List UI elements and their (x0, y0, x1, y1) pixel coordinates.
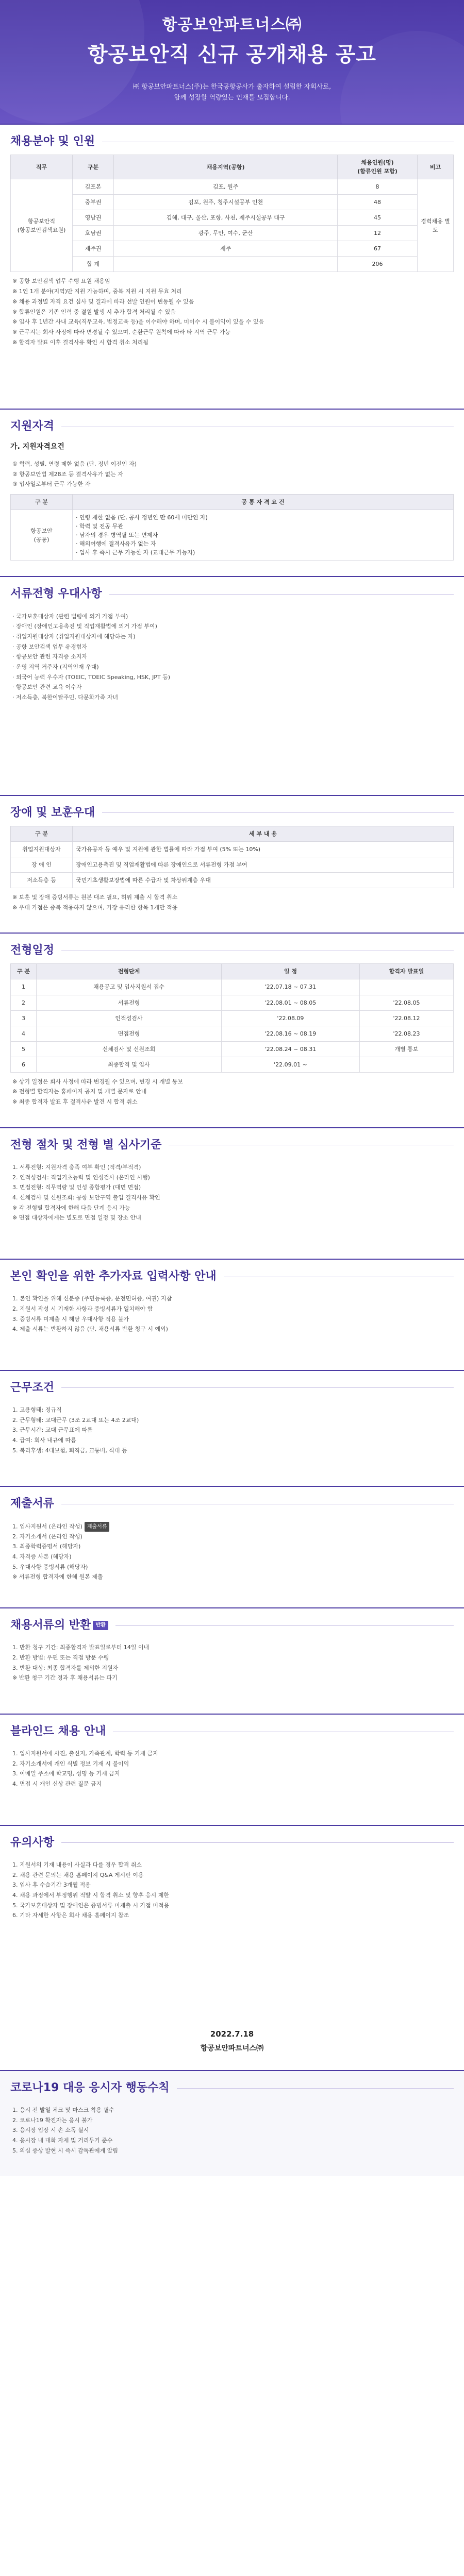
company-name: 항공보안파트너스㈜ (162, 16, 302, 34)
note-line: ※ 합류인원은 기존 인력 중 결원 발생 시 추가 합격 처리될 수 있음 (12, 308, 176, 315)
note-line: ※ 면접 대상자에게는 별도로 면접 일정 및 장소 안내 (12, 1214, 141, 1222)
table-header: 채용지역(공항) (114, 155, 338, 179)
schedule-result: 개별 통보 (359, 1041, 453, 1057)
schedule-table (10, 963, 454, 1072)
disabled-section (0, 826, 464, 918)
process-section (0, 1158, 464, 1228)
qualify-notes (10, 455, 454, 494)
table-row (11, 179, 454, 195)
decor-circle (0, 0, 144, 124)
submit-notes (10, 1517, 454, 1587)
schedule-date: '22.07.18 ~ 07.31 (221, 979, 359, 995)
area-cell (114, 257, 338, 272)
note-line: ※ 1인 1개 분야(지역)만 지원 가능하며, 중복 지원 시 지원 무효 처리 (12, 288, 182, 295)
note-line: 1. 서류전형: 지원자격 충족 여부 확인 (적격/부적격) (12, 1163, 141, 1171)
hero-banner (0, 0, 464, 124)
job-cell: 항공보안직 (항공보안검색요원) (11, 179, 73, 272)
qualify-item: · 남자의 경우 병역필 또는 면제자 (76, 532, 158, 539)
table-row (11, 1010, 454, 1026)
note-line: 3. 근무시간: 교대 근무표에 따름 (12, 1427, 93, 1434)
note-line: 1. 고용형태: 정규직 (12, 1406, 62, 1413)
schedule-step: 채용공고 및 입사지원서 접수 (37, 979, 222, 995)
table-row (11, 1026, 454, 1041)
table-header: 구 분 (11, 826, 73, 841)
covid-notes (10, 2101, 454, 2160)
note-line: 1. 반환 청구 기간: 최종합격자 발표일로부터 14일 이내 (12, 1644, 150, 1651)
area-cell: 김포, 원주, 청주시설공부 인천 (114, 195, 338, 210)
schedule-section (0, 963, 464, 1111)
return-notes (10, 1638, 454, 1688)
qualify-item: · 연령 제한 없음 (단, 공사 정년인 만 60세 미만인 자) (76, 514, 208, 521)
schedule-result (359, 1057, 453, 1072)
note-line: 6. 기타 자세한 사항은 회사 채용 홈페이지 참조 (12, 1912, 129, 1919)
note-line: ※ 최종 합격자 발표 후 결격사유 발견 시 합격 취소 (12, 1098, 138, 1106)
cat-cell: 영남권 (73, 210, 114, 226)
note-line: 2. 인적성검사: 직업기초능력 및 인성검사 (온라인 시행) (12, 1174, 150, 1181)
table-header: 구 분 (11, 964, 37, 979)
qualify-table (10, 494, 454, 561)
work-section (0, 1401, 464, 1460)
blind-notes (10, 1744, 454, 1794)
area-cell: 김포, 원주 (114, 179, 338, 195)
note-line: 5. 국가보훈대상자 및 장애인은 증빙서류 미제출 시 가점 미적용 (12, 1902, 170, 1909)
qualify-item: · 학력 및 전공 무관 (76, 523, 123, 530)
recruit-table (10, 155, 454, 272)
covid-section (0, 2070, 464, 2176)
note-line: ※ 반환 청구 기간 경과 후 채용서류는 파기 (12, 1674, 118, 1682)
cat-cell: 중부권 (73, 195, 114, 210)
schedule-date: '22.09.01 ~ (221, 1057, 359, 1072)
note-line: · 취업지원대상자 (취업지원대상자에 해당하는 자) (12, 633, 136, 640)
note-line: · 공항 보안검색 업무 유경험자 (12, 643, 87, 650)
schedule-no: 5 (11, 1041, 37, 1057)
disabled-desc: 국가유공자 등 예우 및 지원에 관한 법률에 따라 가점 부여 (5% 또는 10%) (73, 841, 454, 857)
submit-tag: 제출서류 (85, 1522, 110, 1532)
count-cell: 67 (338, 241, 418, 257)
note-line: 3. 증빙서류 미제출 시 해당 우대사항 적용 불가 (12, 1315, 129, 1323)
section-work-title: 근무조건 (0, 1370, 464, 1401)
disabled-notes (10, 888, 454, 917)
note-line: · 운영 지역 거주자 (지역인재 우대) (12, 663, 99, 670)
count-cell: 45 (338, 210, 418, 226)
count-cell: 12 (338, 226, 418, 241)
iddoc-notes (10, 1290, 454, 1339)
note-line: 1. 본인 확인을 위해 신분증 (주민등록증, 운전면허증, 여권) 지참 (12, 1295, 172, 1302)
note-line: · 장애인 (장애인고용촉진 및 직업재활법에 의거 가점 부여) (12, 623, 157, 630)
note-line: 2. 자기소개서에 개인 식별 정보 기재 시 불이익 (12, 1760, 129, 1767)
note-line: ※ 보훈 및 장애 증빙서류는 원본 대조 필요, 허위 제출 시 합격 취소 (12, 893, 178, 901)
schedule-no: 6 (11, 1057, 37, 1072)
area-cell: 광주, 무안, 여수, 군산 (114, 226, 338, 241)
schedule-no: 2 (11, 995, 37, 1010)
schedule-date: '22.08.09 (221, 1010, 359, 1026)
note-line: 2. 자기소개서 (온라인 작성) (12, 1533, 82, 1540)
qualify-section (0, 442, 464, 561)
disabled-desc: 장애인고용촉진 및 직업재활법에 따른 장애인으로 서류전형 가점 부여 (73, 857, 454, 872)
schedule-no: 4 (11, 1026, 37, 1041)
note-line: 5. 복리후생: 4대보험, 퇴직금, 교통비, 식대 등 (12, 1447, 127, 1454)
table-row (11, 241, 454, 257)
section-disabled-title: 장애 및 보훈우대 (0, 795, 464, 826)
hero-sub-line: 함께 성장할 역량있는 인재를 모집합니다. (174, 93, 290, 101)
note-line: ※ 서류전형 합격자에 한해 원본 제출 (12, 1573, 103, 1581)
table-row (11, 257, 454, 272)
return-tag: 반환 (93, 1621, 108, 1630)
note-line: ※ 채용 과정별 자격 요건 심사 및 결과에 따라 선발 인원이 변동될 수 있음 (12, 298, 194, 305)
note-line: 4. 면접 시 개인 신상 관련 질문 금지 (12, 1781, 102, 1788)
note-line: 3. 이메일 주소에 학교명, 성명 등 기재 금지 (12, 1770, 120, 1777)
table-row (11, 226, 454, 241)
disabled-table (10, 826, 454, 888)
note-line: 1. 응시 전 발열 체크 및 마스크 착용 필수 (12, 2107, 114, 2114)
area-cell: 제주 (114, 241, 338, 257)
note-line: 2. 반환 방법: 우편 또는 직접 방문 수령 (12, 1654, 109, 1661)
return-section (0, 1638, 464, 1688)
note-line: 1. 입사지원서에 사진, 출신지, 가족관계, 학력 등 기재 금지 (12, 1750, 158, 1757)
section-prefer-title: 서류전형 우대사항 (0, 576, 464, 607)
table-row (11, 857, 454, 872)
count-cell: 8 (338, 179, 418, 195)
note-line: 3. 응시장 입장 시 손 소독 실시 (12, 2127, 89, 2134)
table-header: 일 정 (221, 964, 359, 979)
table-row (11, 510, 454, 561)
note-line: 2. 근무형태: 교대근무 (3조 2교대 또는 4조 2교대) (12, 1416, 139, 1423)
work-notes (10, 1401, 454, 1460)
note-line: · 저소득층, 북한이탈주민, 다문화가족 자녀 (12, 694, 119, 701)
recruit-section (0, 155, 464, 352)
section-iddoc-title: 본인 확인을 위한 추가자료 입력사항 안내 (0, 1259, 464, 1290)
schedule-result: '22.08.12 (359, 1010, 453, 1026)
table-header: 채용인원(명) (합류인원 포함) (338, 155, 418, 179)
announcement-date: 2022.7.18 (210, 2029, 254, 2039)
schedule-date: '22.08.24 ~ 08.31 (221, 1041, 359, 1057)
qualify-item: · 입사 후 즉시 근무 가능한 자 (교대근무 가능자) (76, 549, 195, 556)
cat-cell: 제주권 (73, 241, 114, 257)
table-header: 구 분 (11, 495, 73, 510)
table-row (11, 841, 454, 857)
note-line: ※ 근무지는 회사 사정에 따라 변경될 수 있으며, 순환근무 원칙에 따라 타 지역 근무 가능 (12, 328, 230, 335)
note-line: ※ 상기 일정은 회사 사정에 따라 변경될 수 있으며, 변경 시 개별 통보 (12, 1078, 183, 1085)
note-line: 1. 지원서의 기재 내용이 사실과 다를 경우 합격 취소 (12, 1861, 142, 1868)
note-line: · 외국어 능력 우수자 (TOEIC, TOEIC Speaking, HSK, JPT 등) (12, 673, 171, 681)
schedule-result (359, 979, 453, 995)
submit-section (0, 1517, 464, 1587)
note-line: ※ 각 전형별 합격자에 한해 다음 단계 응시 가능 (12, 1204, 130, 1211)
table-header: 전형단계 (37, 964, 222, 979)
prefer-section (0, 607, 464, 707)
note-line: 1. 입사지원서 (온라인 작성) 제출서류 (12, 1522, 452, 1532)
recruit-notes (10, 272, 454, 352)
table-header: 직무 (11, 155, 73, 179)
qualify-items (73, 510, 454, 561)
qualify-item: · 해외여행에 결격사유가 없는 자 (76, 540, 156, 548)
note-line: 2. 채용 관련 문의는 채용 홈페이지 Q&A 게시판 이용 (12, 1871, 144, 1878)
section-caution-title: 유의사항 (0, 1825, 464, 1856)
count-cell: 206 (338, 257, 418, 272)
note-line: ※ 우대 가점은 중복 적용하지 않으며, 가장 유리한 항목 1개만 적용 (12, 904, 178, 911)
schedule-result: '22.08.23 (359, 1026, 453, 1041)
schedule-date: '22.08.01 ~ 08.05 (221, 995, 359, 1010)
table-row (11, 979, 454, 995)
note-cell: 경력채용 별도 (418, 179, 454, 272)
schedule-step: 면접전형 (37, 1026, 222, 1041)
note-line: ③ 입사일로부터 근무 가능한 자 (12, 481, 91, 488)
prefer-notes (10, 607, 454, 707)
schedule-notes (10, 1073, 454, 1112)
qualify-subtitle: 가. 지원자격요건 (10, 443, 64, 451)
cat-cell: 김포본 (73, 179, 114, 195)
schedule-date: '22.08.16 ~ 08.19 (221, 1026, 359, 1041)
note-line: · 항공보안 관련 자격증 소지자 (12, 653, 87, 660)
table-header: 비고 (418, 155, 454, 179)
schedule-step: 신체검사 및 신원조회 (37, 1041, 222, 1057)
schedule-step: 인적성검사 (37, 1010, 222, 1026)
disabled-desc: 국민기초생활보장법에 따른 수급자 및 차상위계층 우대 (73, 872, 454, 888)
note-line: 5. 의심 증상 발현 시 즉시 감독관에게 알림 (12, 2147, 118, 2154)
table-header: 공 통 자 격 요 건 (73, 495, 454, 510)
note-line: ※ 공항 보안검색 업무 수행 요원 채용임 (12, 278, 110, 285)
caution-notes (10, 1856, 454, 1925)
schedule-no: 3 (11, 1010, 37, 1026)
note-line: 4. 자격증 사본 (해당자) (12, 1553, 72, 1561)
section-blind-title: 블라인드 채용 안내 (0, 1714, 464, 1744)
cat-cell: 호남권 (73, 226, 114, 241)
note-line: 2. 코로나19 확진자는 응시 불가 (12, 2116, 93, 2124)
disabled-cat: 저소득층 등 (11, 872, 73, 888)
note-line: 3. 면접전형: 직무역량 및 인성 종합평가 (대면 면접) (12, 1184, 141, 1191)
note-line: 4. 급여: 회사 내규에 따름 (12, 1437, 76, 1444)
page-title: 항공보안직 신규 공개채용 공고 (87, 42, 377, 66)
table-row (11, 195, 454, 210)
section-schedule-title: 전형일정 (0, 933, 464, 963)
area-cell: 김해, 대구, 울산, 포항, 사천, 제주시설공부 대구 (114, 210, 338, 226)
note-line: ※ 합격자 발표 이후 결격사유 확인 시 합격 취소 처리됨 (12, 338, 148, 346)
note-line: ② 항공보안법 제28조 등 결격사유가 없는 자 (12, 470, 123, 478)
table-row (11, 1057, 454, 1072)
schedule-no: 1 (11, 979, 37, 995)
section-submit-title: 제출서류 (0, 1486, 464, 1517)
table-header: 합격자 발표일 (359, 964, 453, 979)
qualify-cat: 항공보안 (공통) (11, 510, 73, 561)
hero-subtitle (0, 81, 464, 103)
table-row (11, 872, 454, 888)
disabled-cat: 장 애 인 (11, 857, 73, 872)
section-recruit-title: 채용분야 및 인원 (0, 124, 464, 155)
caution-section (0, 1856, 464, 2055)
note-line: 3. 반환 대상: 최종 합격자를 제외한 지원자 (12, 1664, 119, 1671)
count-cell: 48 (338, 195, 418, 210)
section-covid-title: 코로나19 대응 응시자 행동수칙 (0, 2071, 464, 2101)
note-line: ① 학력, 성별, 연령 제한 없음 (단, 정년 이전인 자) (12, 461, 137, 468)
schedule-result: '22.08.05 (359, 995, 453, 1010)
footer-company: 항공보안파트너스㈜ (200, 2044, 264, 2053)
table-header: 구분 (73, 155, 114, 179)
note-line: ※ 입사 후 1년간 사내 교육(직무교육, 법정교육 등)을 이수해야 하며, 미이수 시 불이익이 있을 수 있음 (12, 318, 264, 326)
section-return-title: 채용서류의 반환 반환 (0, 1607, 464, 1638)
schedule-step: 서류전형 (37, 995, 222, 1010)
disabled-cat: 취업지원대상자 (11, 841, 73, 857)
note-line: · 항공보안 관련 교육 이수자 (12, 684, 82, 691)
cat-cell: 합 계 (73, 257, 114, 272)
note-line: 5. 우대사항 증빙서류 (해당자) (12, 1563, 88, 1570)
note-line: 4. 신체검사 및 신원조회: 공항 보안구역 출입 결격사유 확인 (12, 1194, 160, 1201)
table-row (11, 210, 454, 226)
hero-sub-line: ㈜ 항공보안파트너스(주)는 한국공항공사가 출자하여 설립한 자회사로, (132, 82, 332, 90)
note-line: ※ 전형별 합격자는 홈페이지 공지 및 개별 문자로 안내 (12, 1088, 147, 1095)
note-line: 4. 응시장 내 대화 자제 및 거리두기 준수 (12, 2137, 113, 2144)
schedule-step: 최종합격 및 입사 (37, 1057, 222, 1072)
section-process-title: 전형 절차 및 전형 별 심사기준 (0, 1127, 464, 1158)
blind-section (0, 1744, 464, 1794)
note-line: 4. 채용 과정에서 부정행위 적발 시 합격 취소 및 향후 응시 제한 (12, 1891, 169, 1899)
process-notes (10, 1158, 454, 1228)
note-line: 4. 제출 서류는 반환하지 않음 (단, 채용서류 반환 청구 시 예외) (12, 1326, 168, 1333)
table-row (11, 995, 454, 1010)
section-qualify-title: 지원자격 (0, 409, 464, 439)
note-line: 2. 지원서 작성 시 기재한 사항과 증빙서류가 일치해야 함 (12, 1305, 153, 1312)
table-row (11, 1041, 454, 1057)
note-line: · 국가보훈대상자 (관련 법령에 의거 가점 부여) (12, 613, 128, 620)
table-header: 세 부 내 용 (73, 826, 454, 841)
note-line: 3. 입사 후 수습기간 3개월 적용 (12, 1882, 91, 1889)
iddoc-section (0, 1290, 464, 1339)
note-line: 3. 최종학력증명서 (해당자) (12, 1543, 81, 1550)
